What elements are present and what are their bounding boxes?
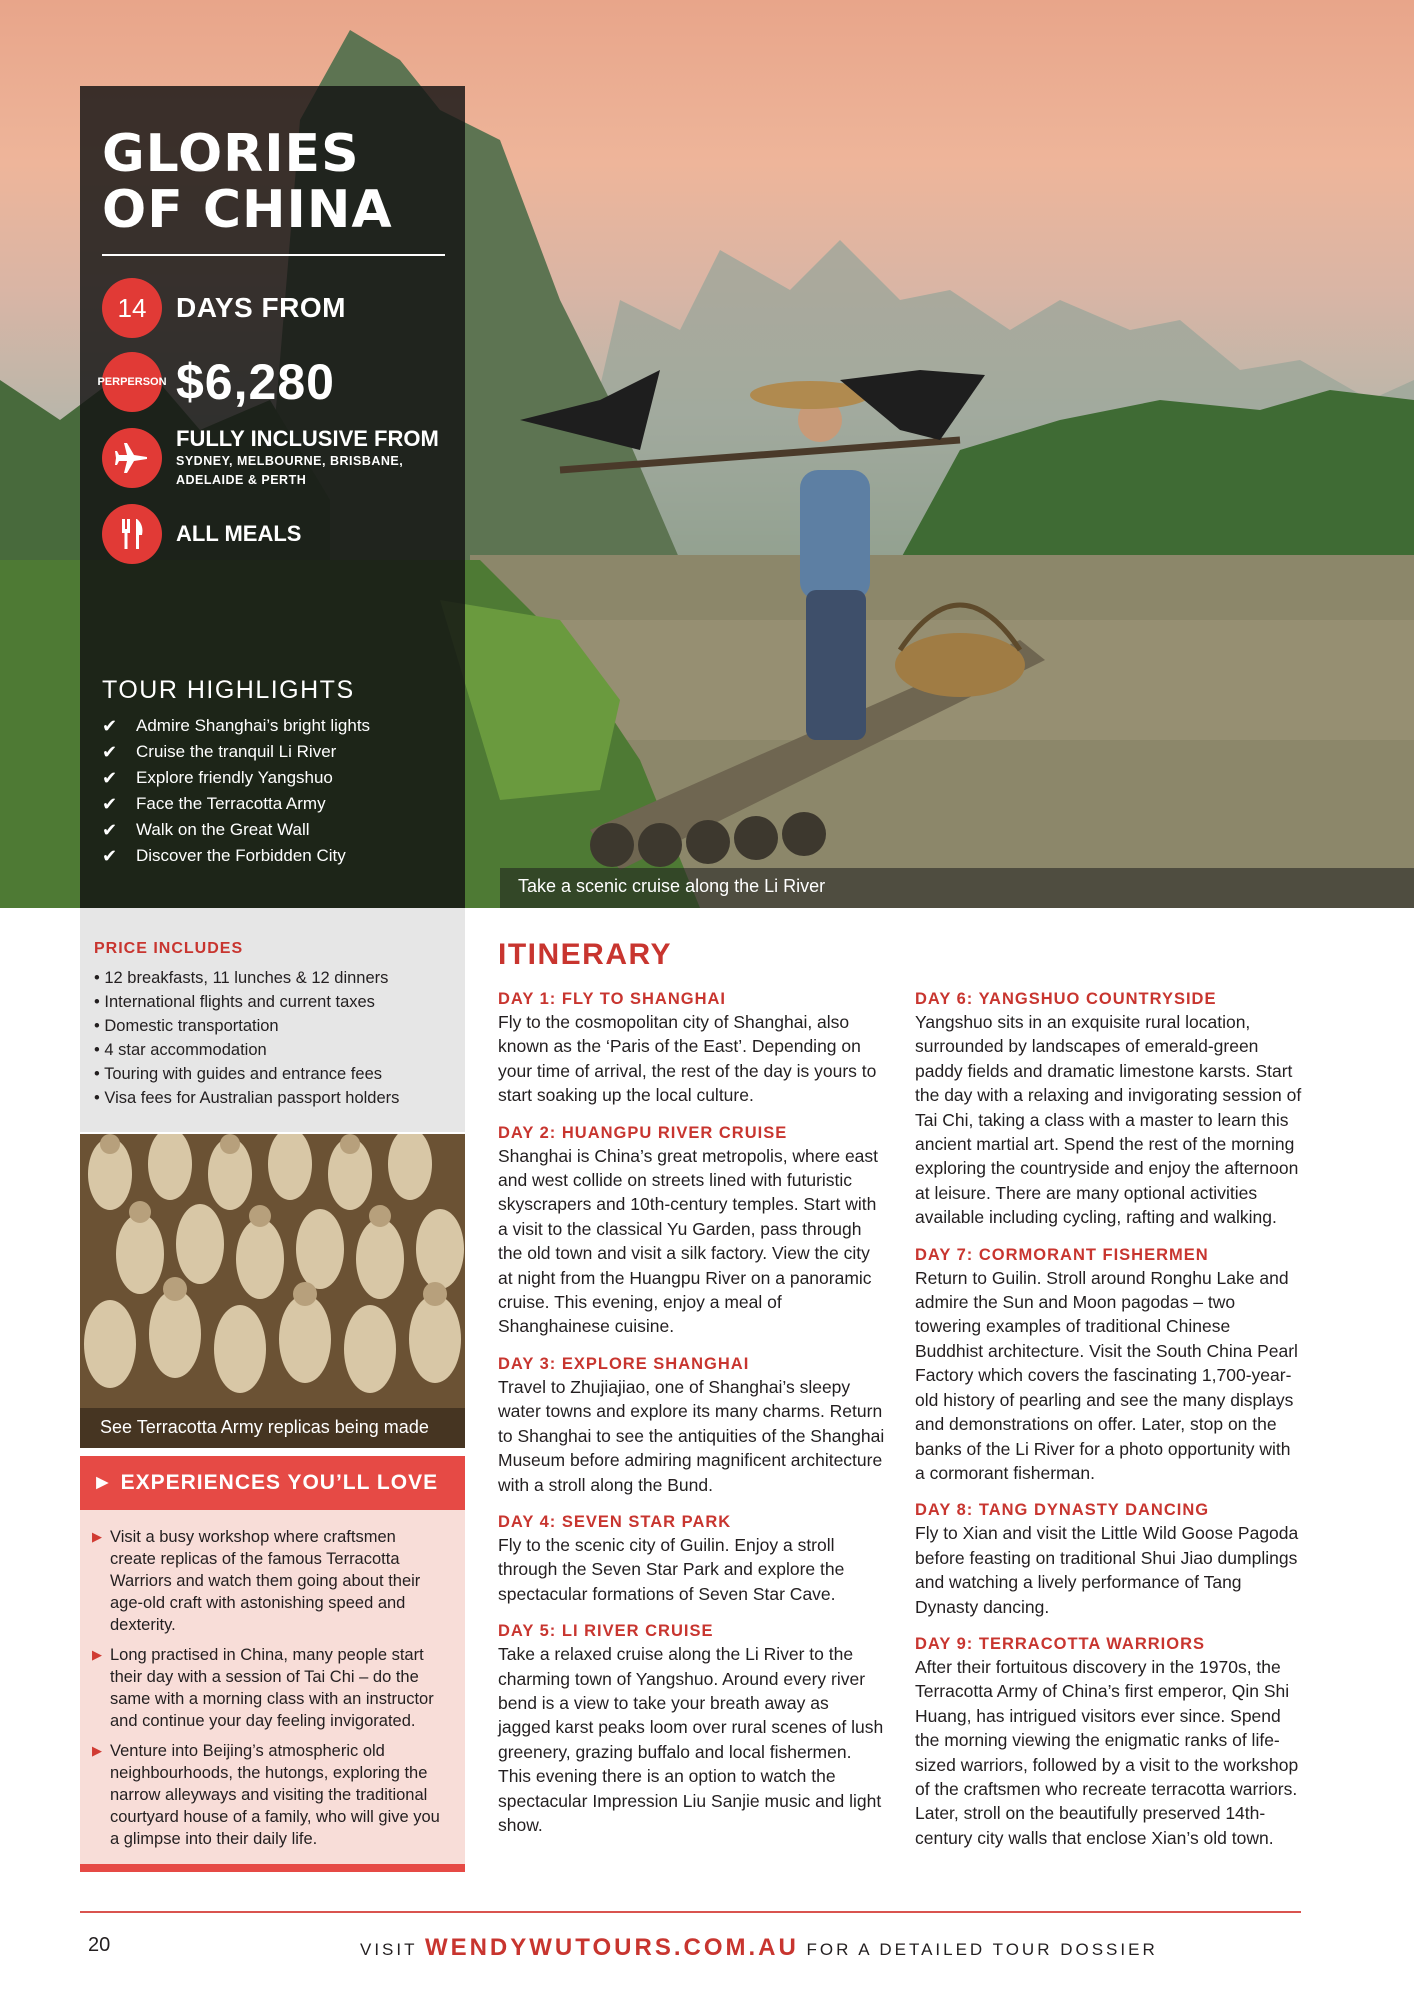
tour-highlights bbox=[102, 676, 442, 869]
itinerary-day bbox=[498, 1511, 886, 1606]
day-text: Fly to the cosmopolitan city of Shanghai, also known as the ‘Paris of the East’. Depending on your time of arrival, the rest of the day is yours to start soaking up the local culture. bbox=[498, 1012, 877, 1106]
itinerary-day bbox=[498, 1122, 886, 1339]
list-item: • Domestic transportation bbox=[94, 1017, 279, 1035]
highlight-item: ✔ Discover the Forbidden City bbox=[102, 843, 442, 869]
title-line-1: GLORIES bbox=[102, 124, 360, 184]
day-heading: DAY 9: TERRACOTTA WARRIORS bbox=[915, 1634, 1206, 1653]
day-text: After their fortuitous discovery in the 1970s, the Terracotta Army of China’s first emperor, Qin Shi Huang, has intrigued visitors ever since. Spend the morning viewing the enigmatic ranks of life-sized warriors, followed by a visit to the workshop of the craftsmen who recreate terracotta warriors. Later, stroll on the beautifully preserved 14th-century city walls that enclose Xian’s old town. bbox=[915, 1656, 1299, 1848]
itinerary-day bbox=[498, 988, 886, 1108]
website-link[interactable]: WENDYWUTOURS.COM.AU bbox=[424, 1934, 799, 1961]
meals-label: ALL MEALS bbox=[176, 521, 302, 546]
list-item: • International flights and current taxes bbox=[94, 993, 375, 1011]
day-text: Fly to the scenic city of Guilin. Enjoy a stroll through the Seven Star Park and explore the spectacular formations of Seven Star Cave. bbox=[498, 1534, 845, 1604]
day-text: Fly to Xian and visit the Little Wild Goose Pagoda before feasting on traditional Shui Jiao dumplings and watching a lively performance of Tang Dynasty dancing. bbox=[915, 1523, 1299, 1617]
army-caption: See Terracotta Army replicas being made bbox=[80, 1408, 465, 1448]
cities-line-1: SYDNEY, MELBOURNE, BRISBANE, bbox=[176, 454, 404, 468]
itinerary-day bbox=[915, 1499, 1303, 1619]
price-includes bbox=[80, 908, 465, 1132]
days-label: DAYS FROM bbox=[176, 292, 346, 323]
tour-title bbox=[102, 126, 445, 238]
hero-photo bbox=[0, 0, 1414, 908]
day-heading: DAY 4: SEVEN STAR PARK bbox=[498, 1512, 732, 1531]
itinerary-day bbox=[915, 1633, 1303, 1850]
arrow-right-icon: ▶ bbox=[92, 1743, 102, 1758]
meals-fact bbox=[102, 504, 445, 564]
highlight-item: ✔ Admire Shanghai’s bright lights bbox=[102, 713, 442, 739]
itinerary-title: ITINERARY bbox=[498, 938, 673, 971]
list-item: • 4 star accommodation bbox=[94, 1041, 267, 1059]
footer-divider bbox=[80, 1911, 1301, 1913]
title-divider bbox=[102, 254, 445, 256]
price-value: $6,280 bbox=[176, 354, 335, 410]
experience-item: ▶ Visit a busy workshop where craftsmen create replicas of the famous Terracotta Warriors and watch them going about their age-old craft with astonishing speed and dexterity. bbox=[92, 1528, 421, 1634]
arrow-right-icon: ▶ bbox=[92, 1647, 102, 1662]
check-icon: ✔ bbox=[102, 768, 118, 788]
cities-line-2: ADELAIDE & PERTH bbox=[176, 473, 307, 487]
day-text: Shanghai is China’s great metropolis, where east and west collide on streets lined with futuristic skyscrapers and 10th-century temples. Start with a visit to the classical Yu Garden, pass through the old town and visit a silk factory. View the city at night from the Huangpu River on a panoramic cruise. This evening, enjoy a meal of Shanghainese cuisine. bbox=[498, 1145, 879, 1337]
experiences-box bbox=[80, 1510, 465, 1872]
visit-label: VISIT bbox=[360, 1940, 418, 1959]
day-text: Return to Guilin. Stroll around Ronghu Lake and admire the Sun and Moon pagodas – two towering examples of traditional Chinese Buddhist architecture. Visit the South China Pearl Factory which covers the fascinating 1,700-year-old history of pearling and see the many displays and demonstrations on offer. Later, stop on the banks of the Li River for a photo opportunity with a cormorant fisherman. bbox=[915, 1267, 1298, 1483]
itinerary-day bbox=[498, 1620, 886, 1837]
terracotta-figures-image bbox=[80, 1134, 465, 1448]
per-person-badge bbox=[97, 352, 167, 412]
check-icon: ✔ bbox=[102, 742, 118, 762]
day-heading: DAY 7: CORMORANT FISHERMEN bbox=[915, 1245, 1209, 1264]
inclusive-label: FULLY INCLUSIVE FROM bbox=[176, 426, 439, 451]
day-text: Take a relaxed cruise along the Li River to the charming town of Yangshuo. Around every river bend is a view to take your breath away as jagged karst peaks loom over rural scenes of lush greenery, grazing buffalo and local fishermen. This evening there is an option to watch the spectacular Impression Liu Sanjie music and light show. bbox=[498, 1644, 884, 1835]
day-heading: DAY 1: FLY TO SHANGHAI bbox=[498, 990, 727, 1008]
itinerary-day bbox=[915, 1244, 1303, 1486]
days-badge: 14 bbox=[102, 278, 162, 338]
day-text: Travel to Zhujiajiao, one of Shanghai’s sleepy water towns and explore its many charms. Return to Shanghai to see the antiquities of the Shanghai Museum before admiring magnificent architecture with a stroll along the Bund. bbox=[498, 1376, 885, 1495]
list-item: • 12 breakfasts, 11 lunches & 12 dinners bbox=[94, 969, 389, 987]
experiences-list bbox=[92, 1526, 445, 1850]
per-label: PER bbox=[97, 376, 121, 388]
list-item: • Visa fees for Australian passport holders bbox=[94, 1089, 400, 1107]
terracotta-army-photo bbox=[80, 1134, 465, 1448]
person-label: PERSON bbox=[120, 376, 167, 388]
plane-icon bbox=[102, 428, 162, 488]
highlight-item: ✔ Cruise the tranquil Li River bbox=[102, 739, 442, 765]
check-icon: ✔ bbox=[102, 820, 118, 840]
price-includes-list bbox=[94, 966, 451, 1110]
itinerary-day bbox=[915, 988, 1303, 1230]
list-item: • Touring with guides and entrance fees bbox=[94, 1065, 382, 1083]
day-heading: DAY 8: TANG DYNASTY DANCING bbox=[915, 1501, 1210, 1520]
experience-item: ▶ Long practised in China, many people start their day with a session of Tai Chi – do the same with a morning class with an instructor and continue your day feeling invigorated. bbox=[92, 1646, 434, 1730]
title-panel bbox=[80, 86, 465, 908]
price-fact bbox=[97, 352, 445, 412]
experience-item: ▶ Venture into Beijing’s atmospheric old neighbourhoods, the hutongs, exploring the narrow alleyways and visiting the traditional courtyard house of a family, who will give you a glimpse into their daily life. bbox=[92, 1742, 440, 1848]
price-includes-title: PRICE INCLUDES bbox=[94, 940, 244, 957]
day-heading: DAY 2: HUANGPU RIVER CRUISE bbox=[498, 1123, 788, 1142]
check-icon: ✔ bbox=[102, 846, 118, 866]
highlight-item: ✔ Walk on the Great Wall bbox=[102, 817, 442, 843]
day-text: Yangshuo sits in an exquisite rural location, surrounded by landscapes of emerald-green paddy fields and dramatic limestone karsts. Start the day with a relaxing and invigorating session of Tai Chi, taking a class with a master to learn this ancient martial art. Spend the rest of the morning exploring the countryside and enjoy the afternoon at leisure. There are many optional activities available including cycling, rafting and walking. bbox=[915, 1012, 1302, 1228]
check-icon: ✔ bbox=[102, 794, 118, 814]
experiences-heading: ► EXPERIENCES YOU’LL LOVE bbox=[80, 1456, 465, 1510]
footer-text bbox=[360, 1934, 1158, 1962]
day-heading: DAY 5: LI RIVER CRUISE bbox=[498, 1622, 714, 1641]
highlight-item: ✔ Face the Terracotta Army bbox=[102, 791, 442, 817]
flights-text bbox=[176, 426, 439, 490]
arrow-right-icon: ▶ bbox=[92, 1529, 102, 1544]
highlights-list bbox=[102, 713, 442, 869]
page-number: 20 bbox=[88, 1934, 111, 1956]
highlight-item: ✔ Explore friendly Yangshuo bbox=[102, 765, 442, 791]
title-line-2: OF CHINA bbox=[102, 180, 393, 240]
cutlery-icon bbox=[102, 504, 162, 564]
check-icon: ✔ bbox=[102, 716, 118, 736]
itinerary-column-2 bbox=[915, 988, 1303, 1864]
itinerary-day bbox=[498, 1353, 886, 1497]
highlights-title: TOUR HIGHLIGHTS bbox=[102, 676, 355, 704]
hero-caption: Take a scenic cruise along the Li River bbox=[500, 868, 1414, 908]
itinerary-column-1 bbox=[498, 988, 886, 1851]
day-heading: DAY 6: YANGSHUO COUNTRYSIDE bbox=[915, 990, 1217, 1008]
flights-fact bbox=[102, 426, 445, 490]
day-heading: DAY 3: EXPLORE SHANGHAI bbox=[498, 1354, 750, 1373]
footer-suffix: FOR A DETAILED TOUR DOSSIER bbox=[806, 1940, 1158, 1959]
days-fact bbox=[102, 278, 445, 338]
